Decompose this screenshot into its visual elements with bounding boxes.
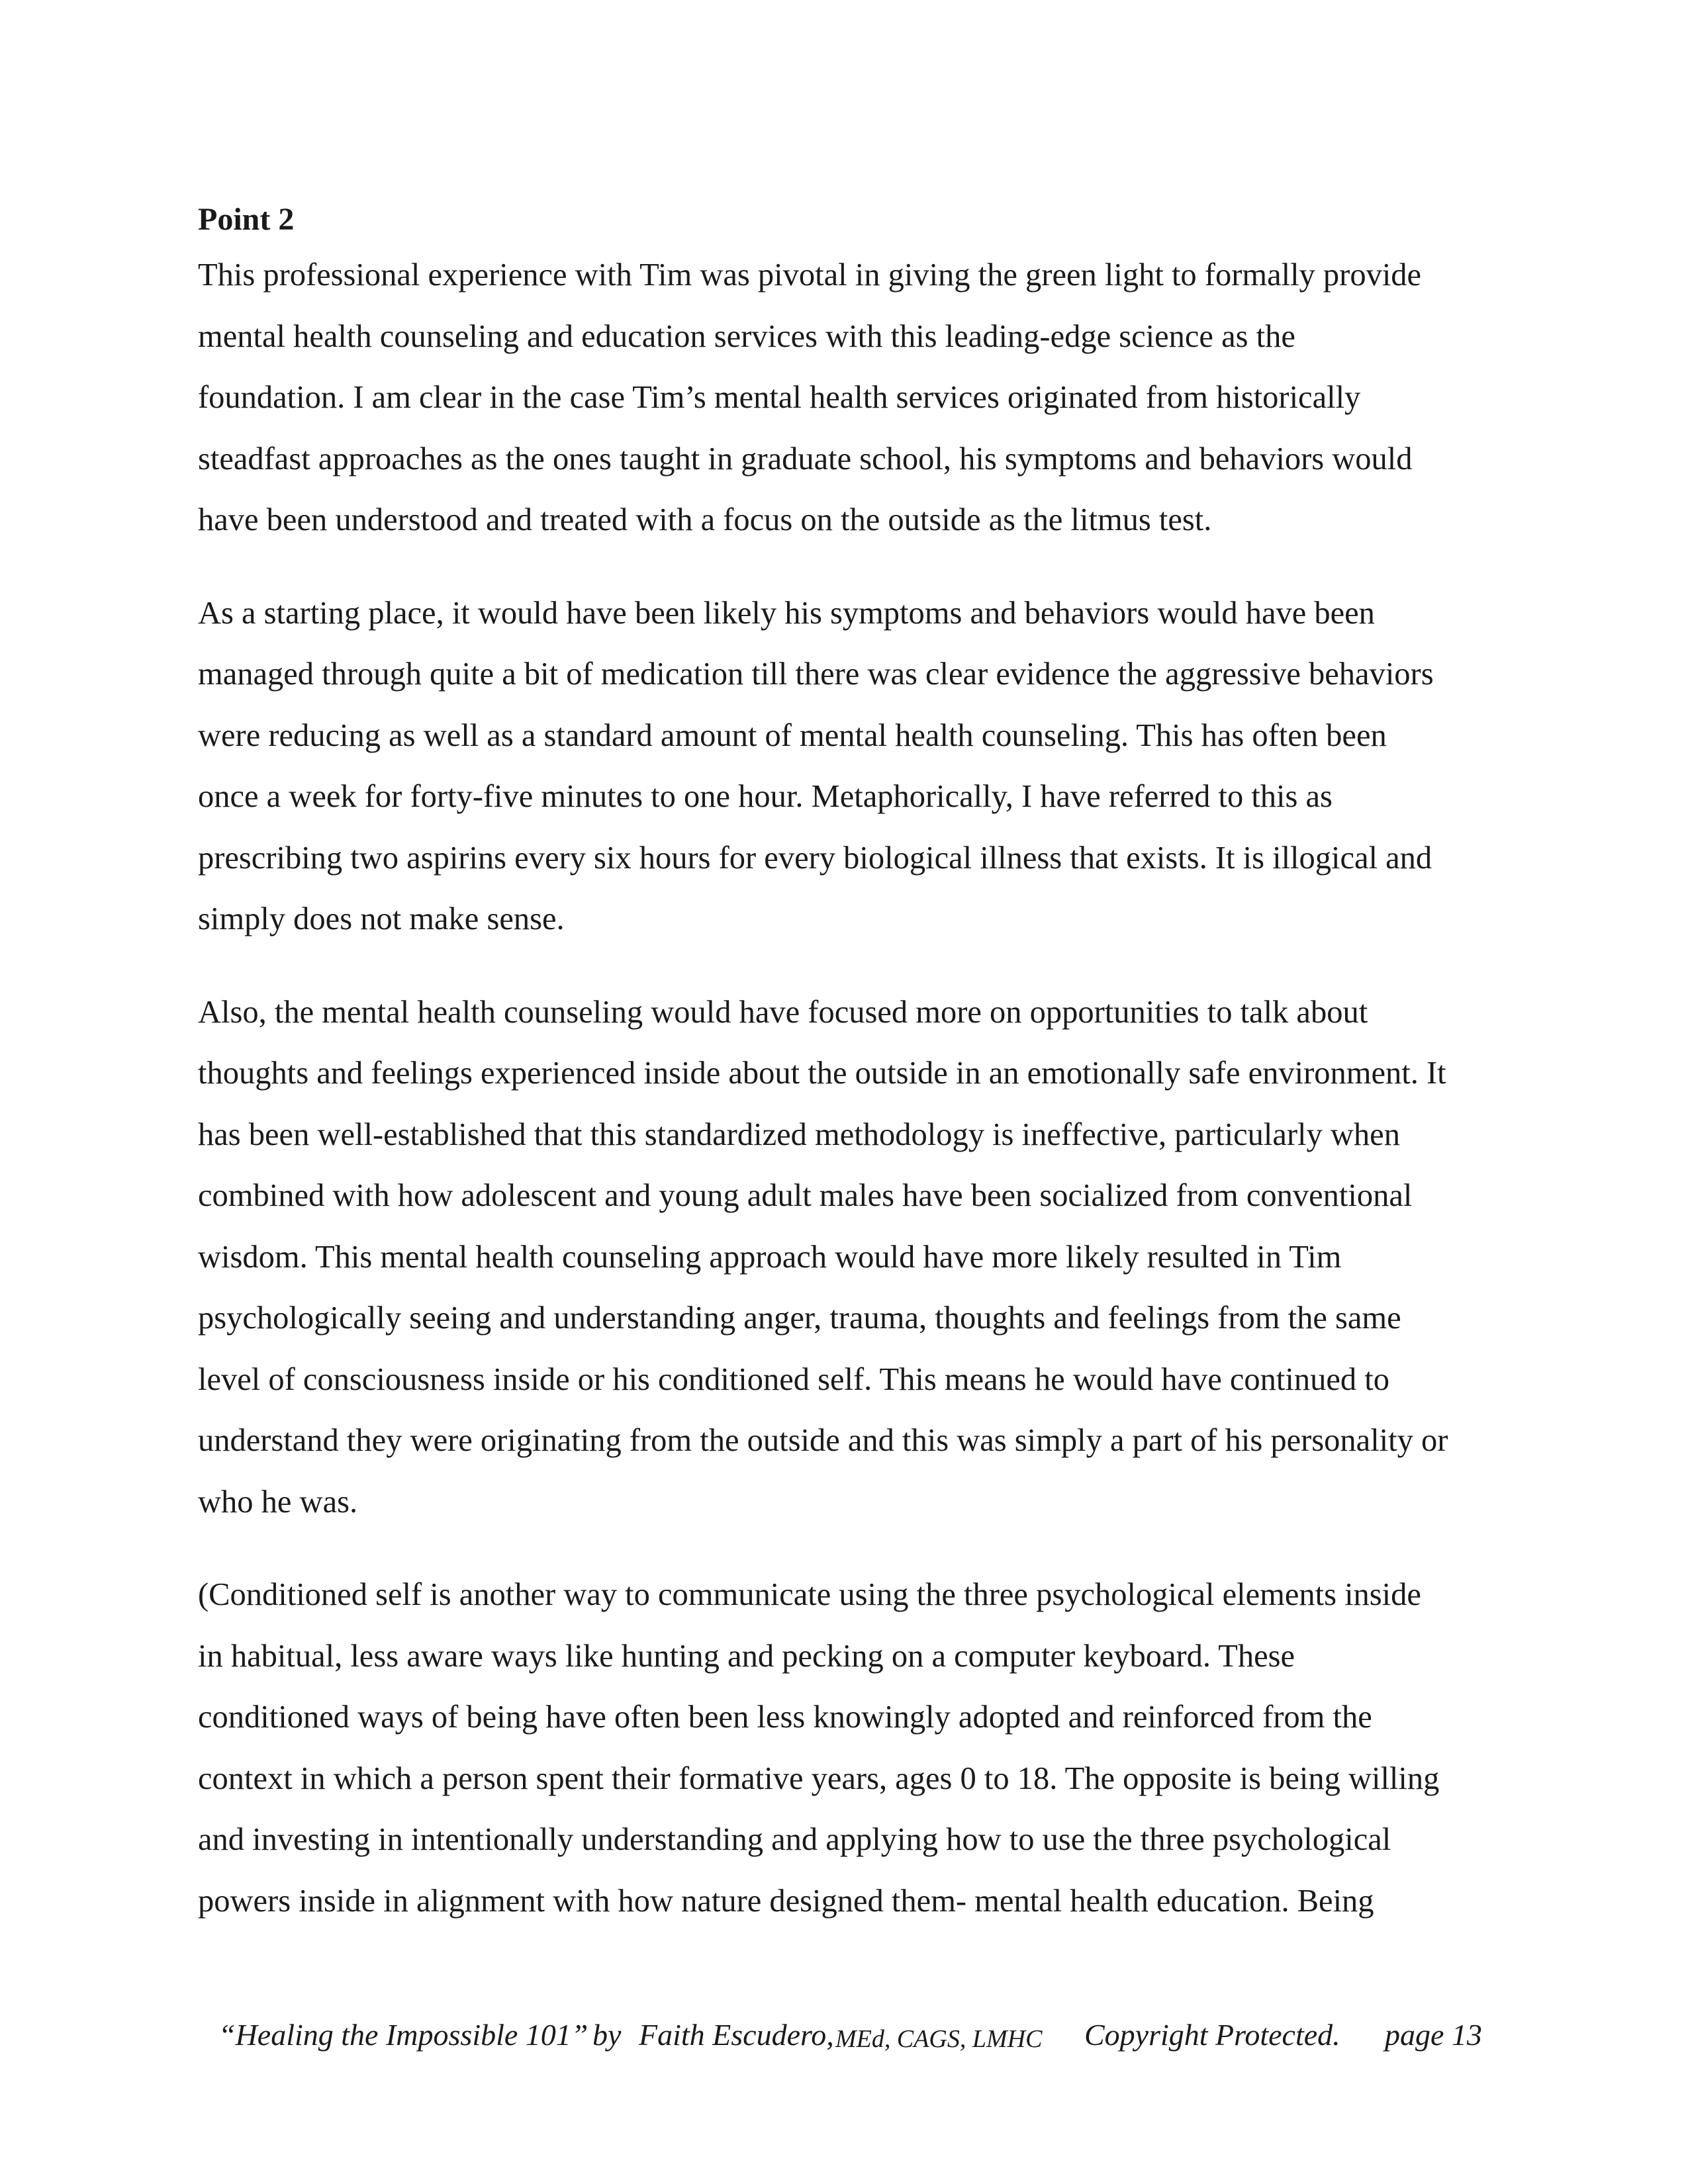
text-line: managed through quite a bit of medication till there was clear evidence the aggressive behaviors — [198, 657, 1434, 692]
paragraph-4 — [198, 1565, 1495, 1932]
text-line: in habitual, less aware ways like hunting and pecking on a computer keyboard. These — [198, 1638, 1295, 1674]
text-line: mental health counseling and education services with this leading-edge science as the — [198, 318, 1295, 354]
text-line: steadfast approaches as the ones taught in graduate school, his symptoms and behaviors would — [198, 441, 1413, 477]
text-line: thoughts and feelings experienced inside about the outside in an emotionally safe environment. It — [198, 1056, 1446, 1091]
footer-author: Faith Escudero, — [639, 2018, 834, 2052]
text-line: have been understood and treated with a focus on the outside as the litmus test. — [198, 502, 1212, 537]
page-body — [198, 199, 1495, 1964]
section-heading: Point 2 — [198, 202, 295, 237]
footer-copyright: Copyright Protected. — [1084, 2018, 1340, 2052]
text-line: As a starting place, it would have been likely his symptoms and behaviors would have been — [198, 595, 1375, 631]
text-line: (Conditioned self is another way to communicate using the three psychological elements inside — [198, 1577, 1421, 1612]
text-line: foundation. I am clear in the case Tim’s mental health services originated from historically — [198, 380, 1361, 415]
text-line: psychologically seeing and understanding anger, trauma, thoughts and feelings from the same — [198, 1300, 1401, 1336]
text-line: prescribing two aspirins every six hours for every biological illness that exists. It is illogical and — [198, 840, 1432, 876]
text-line: understand they were originating from the outside and this was simply a part of his personality or — [198, 1423, 1448, 1458]
text-line: and investing in intentionally understanding and applying how to use the three psychological — [198, 1822, 1391, 1857]
text-line: context in which a person spent their formative years, ages 0 to 18. The opposite is being willing — [198, 1760, 1440, 1796]
text-line: Also, the mental health counseling would have focused more on opportunities to talk about — [198, 994, 1368, 1030]
paragraph-1 — [198, 245, 1495, 551]
text-line: who he was. — [198, 1484, 358, 1520]
footer-page-number: page 13 — [1385, 2018, 1482, 2052]
text-line: simply does not make sense. — [198, 901, 565, 936]
text-line: has been well-established that this standardized methodology is ineffective, particularly when — [198, 1116, 1400, 1152]
text-line: wisdom. This mental health counseling approach would have more likely resulted in Tim — [198, 1239, 1342, 1275]
paragraph-3 — [198, 982, 1495, 1533]
footer-book-title: “Healing the Impossible 101” — [218, 2018, 588, 2052]
text-line: were reducing as well as a standard amount of mental health counseling. This has often been — [198, 717, 1387, 753]
text-line: once a week for forty-five minutes to one hour. Metaphorically, I have referred to this as — [198, 779, 1333, 814]
text-line: powers inside in alignment with how nature designed them- mental health education. Being — [198, 1883, 1374, 1919]
text-line: level of consciousness inside or his conditioned self. This means he would have continued to — [198, 1361, 1389, 1397]
footer-credentials: MEd, CAGS, LMHC — [835, 2025, 1043, 2053]
text-line: combined with how adolescent and young adult males have been socialized from conventional — [198, 1178, 1413, 1213]
paragraph-2 — [198, 583, 1495, 950]
text-line: conditioned ways of being have often been less knowingly adopted and reinforced from the — [198, 1700, 1372, 1735]
footer-by: by — [592, 2018, 622, 2052]
text-line: This professional experience with Tim was pivotal in giving the green light to formally provide — [198, 257, 1422, 293]
